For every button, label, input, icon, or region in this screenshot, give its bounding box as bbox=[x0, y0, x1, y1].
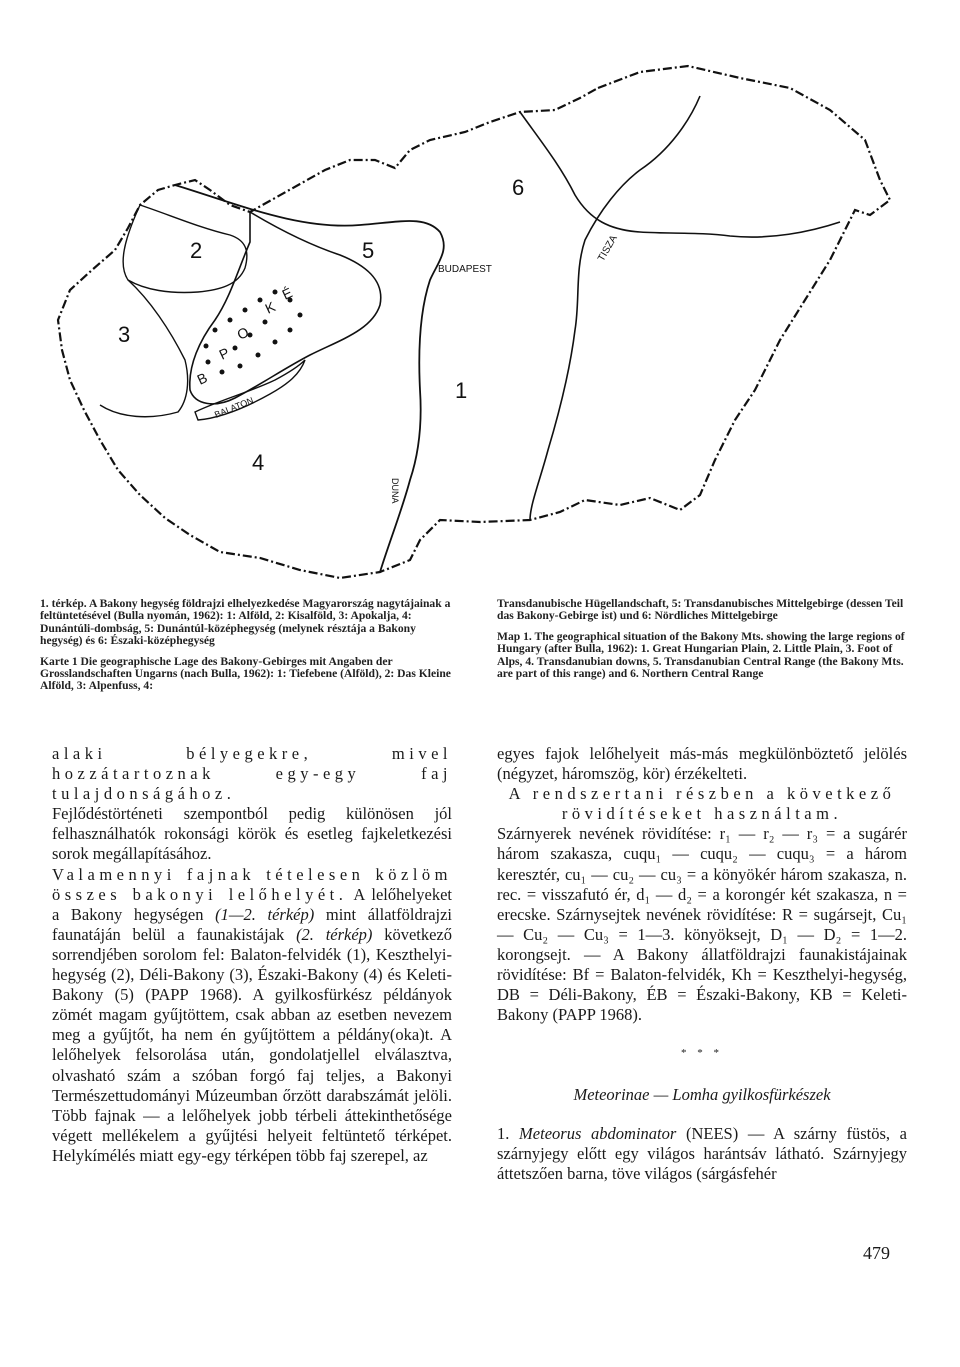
region-label-1: 1 bbox=[455, 378, 468, 403]
section-separator: * * * bbox=[681, 1047, 723, 1060]
map-reference-2: (2. térkép) bbox=[296, 924, 373, 944]
budapest-label: BUDAPEST bbox=[438, 264, 492, 275]
region-3-boundary bbox=[100, 280, 188, 417]
species-number: 1. bbox=[497, 1123, 510, 1143]
duna-label: DUNA bbox=[390, 478, 400, 504]
paragraph-1: Fejlődéstörténeti szempontból pedig különösen jól felhasználhatók rokonsági körök és esetleg fajkeletkezési sorok megállapításához. bbox=[52, 804, 452, 864]
region-label-6: 6 bbox=[512, 175, 525, 200]
tisza-river bbox=[530, 96, 700, 520]
spaced-sentence-2: Valamennyi fajnak tételesen közlöm összes bakonyi lelőhelyét. bbox=[52, 864, 452, 904]
hungary-regions-map bbox=[0, 0, 960, 590]
region-label-5: 5 bbox=[362, 238, 375, 263]
spaced-sentence-1: alaki bélyegekre, mivel hozzátartoznak egy-egy faj tulajdonságához. bbox=[52, 744, 452, 804]
text-run: A lelőhelyeket a Bakony hegységen bbox=[52, 884, 452, 924]
region-label-3: 3 bbox=[118, 322, 131, 347]
species-description: (NEES) — A szárny füstös, a szárnyjegy előtt egy világos harántsáv látható. Szárnyjegy áttetszően barna, töve világos (sárgásfehér bbox=[497, 1123, 908, 1183]
caption-english: Map 1. The geographical situation of the Bakony Mts. showing the large regions of Hungary (after Bulla, 1962): 1. Great Hungarian Plain, 2. Little Plain, 3. Foot of Alps, 4. Transdanubian downs, 5. Transdanubian Central Range (the Bakony Mts. are part of this range) and 6. Northern Central Range bbox=[497, 629, 905, 681]
country-border bbox=[58, 66, 890, 578]
zone-letter-p: P bbox=[216, 344, 232, 363]
balaton-label: BALATON bbox=[213, 395, 255, 420]
region-label-2: 2 bbox=[190, 238, 203, 263]
caption-german-continued: Transdanubische Hügellandschaft, 5: Transdanubisches Mittelgebirge (dessen Teil das Bakony-Gebirge ist) und 6: Nördliches Mittelgebirge bbox=[497, 597, 904, 623]
zone-letter-b: B bbox=[194, 369, 210, 388]
region-label-4: 4 bbox=[252, 450, 265, 475]
text-run: következő sorrendjében sorolom fel: Balaton-felvidék (1), Keszthelyi-hegység (2), Déli-Bakony (3), Északi-Bakony (4) és Keleti-Bakony (5) (PAPP 1968). A gyilkosfürkész példányok zömét magam gyűjtöttem, csak abban az esetben nevezem meg a gyűjtőt, ha nem én gyűjtöttem a példány(oka)t. A lelőhelyek felsorolása után, gondolatjellel elválasztva, olvasható szám a szóban forgó faj teljes, a Bakonyi Természettudományi Múzeumban őrzött darabszámát jelöli. Több fajnak — a lelőhelyek jobb térbeli áttekinthetősége végett mellékelem a gyűjtési helyeit feltüntető térképet. Helykímélés miatt egy-egy térképen több faj szerepel, az bbox=[52, 924, 452, 1165]
species-entry-1 bbox=[497, 1124, 907, 1184]
spaced-heading: A rendszertani részben a következő rövidítéseket használtam. bbox=[508, 784, 896, 824]
species-name: Meteorus abdominator bbox=[519, 1123, 677, 1143]
zone-letter-k: K bbox=[262, 298, 278, 317]
map-caption-left bbox=[40, 598, 452, 701]
text-run: mint állatföldrajzi faunatáján belül a faunakistájak bbox=[52, 904, 453, 944]
map-reference-1: (1—2. térkép) bbox=[215, 904, 315, 924]
tisza-label: TISZA bbox=[596, 233, 620, 264]
map-caption-right bbox=[497, 598, 909, 688]
page-number: 479 bbox=[863, 1243, 890, 1263]
region-2-boundary bbox=[123, 205, 247, 293]
body-column-left bbox=[52, 744, 452, 1166]
paragraph-2 bbox=[52, 865, 452, 1166]
subfamily-heading: Meteorinae — Lomha gyilkosfürkészek bbox=[573, 1085, 831, 1105]
zone-letter-o: O bbox=[234, 323, 252, 343]
paragraph-continued: egyes fajok lelőhelyeit más-más megkülönböztető jelölés (négyzet, háromszög, kör) érzékelteti. bbox=[497, 744, 907, 784]
caption-hungarian: 1. térkép. A Bakony hegység földrajzi elhelyezkedése Magyarország nagytájainak a feltüntetésével (Bulla nyomán, 1962): 1: Alföld, 2: Kisalföld, 3: Apokalja, 4: Dunántúli-dombság, 5: Dunántúl-középhegység (melynek résztája a Bakony hegység) és 6: Északi-középhegység bbox=[40, 597, 451, 648]
caption-german: Karte 1 Die geographische Lage des Bakony-Gebirges mit Angaben der Grosslandschaften Ungarns (nach Bulla, 1962): 1: Tiefebene (Alföld), 2: Das Kleine Alföld, 3: Alpenfuss, 4: bbox=[40, 654, 451, 693]
abbreviations-paragraph: Szárnyerek nevének rövidítése: r₁ — r₂ — r₃ = a sugárér három szakasza, cuqu₁ — cuqu₂ — cuqu₃ = a három keresztér, cu₁ — cu₂ — cu₃ = a könyökér három szakasza, n. rec. = visszafutó ér, d₁ — d₂ = a korongér két szakasza, n = erecske. Szárnysejtek nevének rövidítése: R = sugársejt, Cu₁ — Cu₂ — Cu₃ = 1—3. könyöksejt, D₁ — D₂ = 1—2. korongsejt. — A Bakony állatföldrajzi faunakistájainak rövidítése: Bf = Balaton-felvidék, Kh = Keszthelyi-hegység, DB = Déli-Bakony, ÉB = Északi-Bakony, KB = Keleti-Bakony (PAPP 1968). bbox=[497, 824, 907, 1025]
zone-letter-e: É bbox=[279, 284, 295, 303]
bakony-dotted-zone bbox=[204, 290, 303, 375]
body-column-right bbox=[497, 744, 907, 1184]
lake-balaton bbox=[195, 360, 305, 420]
